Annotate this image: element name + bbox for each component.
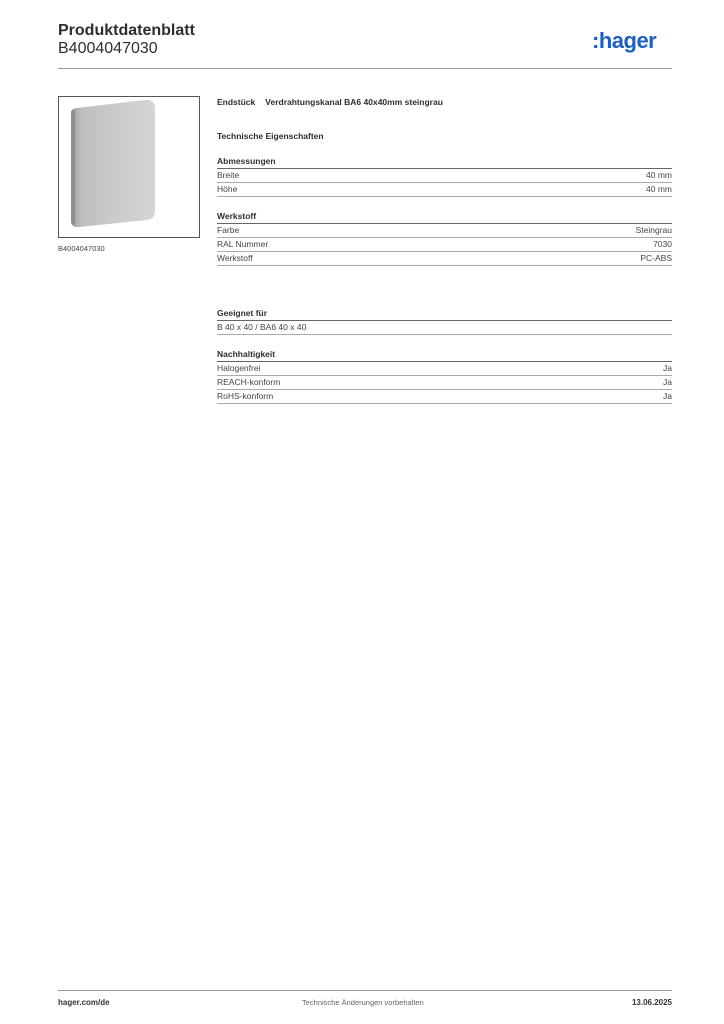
hager-logo: :hager — [592, 28, 657, 53]
section-title: Nachhaltigkeit — [217, 349, 672, 362]
row-label: RAL Nummer — [217, 239, 269, 249]
product-description: Verdrahtungskanal BA6 40x40mm steingrau — [265, 97, 443, 107]
technical-properties-title: Technische Eigenschaften — [217, 131, 324, 141]
section-abmessungen — [217, 156, 672, 197]
row-value: 7030 — [653, 239, 672, 249]
footer-divider — [58, 990, 672, 991]
row-label: RoHS-konform — [217, 391, 274, 401]
row-value: PC-ABS — [640, 253, 672, 263]
row-label: Halogenfrei — [217, 363, 261, 373]
section-title: Abmessungen — [217, 156, 672, 169]
section-nachhaltigkeit — [217, 349, 672, 404]
row-value: Ja — [663, 363, 672, 373]
row-value: Ja — [663, 391, 672, 401]
table-row — [217, 169, 672, 183]
product-details — [217, 96, 672, 404]
row-label: Höhe — [217, 184, 238, 194]
table-row — [217, 238, 672, 252]
table-row — [217, 224, 672, 238]
section-title: Geeignet für — [217, 308, 672, 321]
section-spacer — [217, 266, 672, 294]
table-row — [217, 362, 672, 376]
table-row — [217, 376, 672, 390]
row-label: Farbe — [217, 225, 240, 235]
table-row — [217, 390, 672, 404]
product-type: Endstück — [217, 97, 256, 107]
footer-date: 13.06.2025 — [631, 998, 672, 1007]
section-geeignet-fuer — [217, 308, 672, 335]
image-caption: B4004047030 — [58, 244, 105, 253]
table-row — [217, 252, 672, 266]
header-divider — [58, 68, 672, 69]
page-title: Produktdatenblatt — [58, 22, 195, 39]
row-value: Ja — [663, 377, 672, 387]
row-label: Werkstoff — [217, 253, 253, 263]
row-value: 40 mm — [646, 184, 672, 194]
table-row — [217, 321, 672, 335]
row-value: Steingrau — [635, 225, 672, 235]
table-row — [217, 183, 672, 197]
section-title: Werkstoff — [217, 211, 672, 224]
footer-note: Technische Änderungen vorbehalten — [302, 998, 424, 1007]
product-code: B4004047030 — [58, 40, 158, 57]
row-value: 40 mm — [646, 170, 672, 180]
product-image — [58, 96, 200, 238]
row-label: B 40 x 40 / BA6 40 x 40 — [217, 322, 307, 332]
section-werkstoff — [217, 211, 672, 266]
product-heading — [217, 96, 672, 108]
row-label: REACH-konform — [217, 377, 281, 387]
row-label: Breite — [217, 170, 240, 180]
footer-website-link[interactable]: hager.com/de — [58, 998, 110, 1007]
end-cap-illustration — [59, 97, 199, 237]
